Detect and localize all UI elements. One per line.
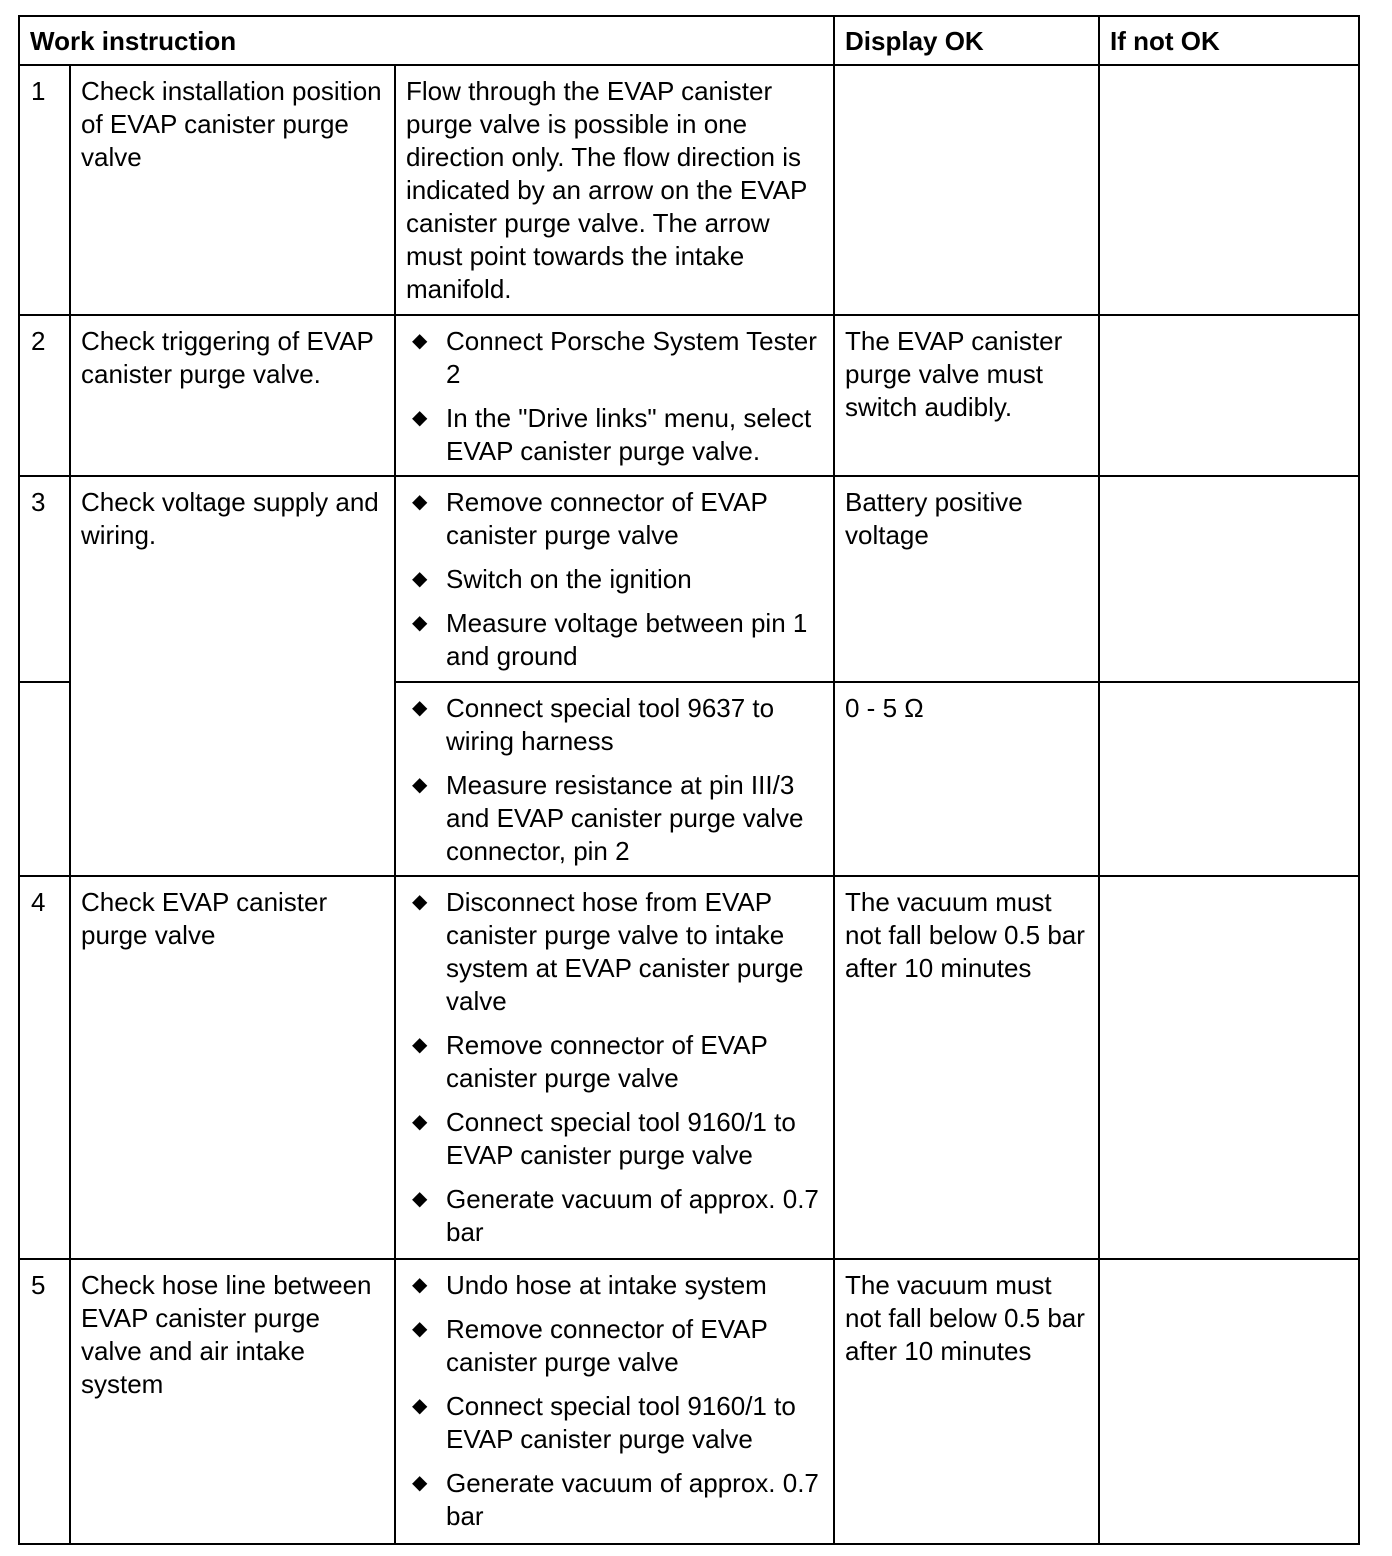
list-item [406, 886, 823, 1018]
list-item [406, 1183, 823, 1249]
step-text: Switch on the ignition [446, 564, 692, 594]
row-steps [395, 476, 834, 682]
diamond-bullet-icon: ◆ [412, 1395, 428, 1417]
list-item [406, 563, 823, 596]
row-if-not-ok [1099, 1259, 1359, 1544]
diamond-bullet-icon: ◆ [412, 491, 428, 513]
step-list [406, 692, 823, 868]
row-display-ok: The vacuum must not fall below 0.5 bar after 10 minutes [834, 876, 1099, 1259]
step-text: Generate vacuum of approx. 0.7 bar [446, 1468, 819, 1531]
list-item [406, 1467, 823, 1533]
diamond-bullet-icon: ◆ [412, 1034, 428, 1056]
row-instruction: Check voltage supply and wiring. [70, 476, 395, 876]
row-instruction: Check EVAP canister purge valve [70, 876, 395, 1259]
step-list [406, 325, 823, 468]
row-steps [395, 1259, 834, 1544]
diamond-bullet-icon: ◆ [412, 1472, 428, 1494]
table-row [19, 315, 1359, 476]
diamond-bullet-icon: ◆ [412, 697, 428, 719]
list-item [406, 486, 823, 552]
diamond-bullet-icon: ◆ [412, 1111, 428, 1133]
table-row [19, 1259, 1359, 1544]
row-if-not-ok [1099, 315, 1359, 476]
row-if-not-ok [1099, 682, 1359, 876]
diamond-bullet-icon: ◆ [412, 330, 428, 352]
diamond-bullet-icon: ◆ [412, 568, 428, 590]
row-number: 4 [19, 876, 70, 1259]
step-text: Measure resistance at pin III/3 and EVAP canister purge valve connector, pin 2 [446, 770, 804, 866]
list-item [406, 692, 823, 758]
list-item [406, 1313, 823, 1379]
header-work-instruction: Work instruction [19, 16, 834, 65]
row-display-ok: 0 - 5 Ω [834, 682, 1099, 876]
step-text: Connect special tool 9637 to wiring harness [446, 693, 775, 756]
step-text: Connect special tool 9160/1 to EVAP canister purge valve [446, 1391, 796, 1454]
list-item [406, 769, 823, 868]
table-row [19, 876, 1359, 1259]
row-display-ok: The vacuum must not fall below 0.5 bar after 10 minutes [834, 1259, 1099, 1544]
diamond-bullet-icon: ◆ [412, 612, 428, 634]
row-number: 2 [19, 315, 70, 476]
diamond-bullet-icon: ◆ [412, 1318, 428, 1340]
diamond-bullet-icon: ◆ [412, 891, 428, 913]
step-list [406, 886, 823, 1249]
step-text: Disconnect hose from EVAP canister purge valve to intake system at EVAP canister purge valve [446, 887, 804, 1016]
step-text: Connect special tool 9160/1 to EVAP canister purge valve [446, 1107, 796, 1170]
row-steps [395, 315, 834, 476]
list-item [406, 402, 823, 468]
row-number [19, 682, 70, 876]
list-item [406, 607, 823, 673]
step-text: Remove connector of EVAP canister purge valve [446, 487, 768, 550]
diamond-bullet-icon: ◆ [412, 1188, 428, 1210]
row-instruction: Check triggering of EVAP canister purge valve. [70, 315, 395, 476]
row-detail: Flow through the EVAP canister purge valve is possible in one direction only. The flow direction is indicated by an arrow on the EVAP canister purge valve. The arrow must point towards the intake manifold. [395, 65, 834, 315]
list-item [406, 1106, 823, 1172]
list-item [406, 1029, 823, 1095]
list-item [406, 325, 823, 391]
row-steps [395, 682, 834, 876]
row-instruction: Check installation position of EVAP canister purge valve [70, 65, 395, 315]
table-row [19, 65, 1359, 315]
diamond-bullet-icon: ◆ [412, 774, 428, 796]
step-text: In the "Drive links" menu, select EVAP canister purge valve. [446, 403, 812, 466]
step-text: Measure voltage between pin 1 and ground [446, 608, 808, 671]
header-if-not-ok: If not OK [1099, 16, 1359, 65]
list-item [406, 1390, 823, 1456]
table-row [19, 476, 1359, 682]
step-text: Remove connector of EVAP canister purge valve [446, 1314, 768, 1377]
diamond-bullet-icon: ◆ [412, 407, 428, 429]
step-text: Undo hose at intake system [446, 1270, 767, 1300]
row-number: 1 [19, 65, 70, 315]
header-display-ok: Display OK [834, 16, 1099, 65]
row-instruction: Check hose line between EVAP canister purge valve and air intake system [70, 1259, 395, 1544]
row-steps [395, 876, 834, 1259]
row-number: 5 [19, 1259, 70, 1544]
diamond-bullet-icon: ◆ [412, 1274, 428, 1296]
row-if-not-ok [1099, 476, 1359, 682]
row-display-ok [834, 65, 1099, 315]
row-display-ok: Battery positive voltage [834, 476, 1099, 682]
row-if-not-ok [1099, 876, 1359, 1259]
list-item [406, 1269, 823, 1302]
header-row [19, 16, 1359, 65]
row-number: 3 [19, 476, 70, 682]
step-list [406, 486, 823, 673]
step-list [406, 1269, 823, 1533]
row-display-ok: The EVAP canister purge valve must switch audibly. [834, 315, 1099, 476]
work-instruction-table [18, 15, 1360, 1545]
step-text: Generate vacuum of approx. 0.7 bar [446, 1184, 819, 1247]
step-text: Connect Porsche System Tester 2 [446, 326, 817, 389]
row-if-not-ok [1099, 65, 1359, 315]
step-text: Remove connector of EVAP canister purge valve [446, 1030, 768, 1093]
